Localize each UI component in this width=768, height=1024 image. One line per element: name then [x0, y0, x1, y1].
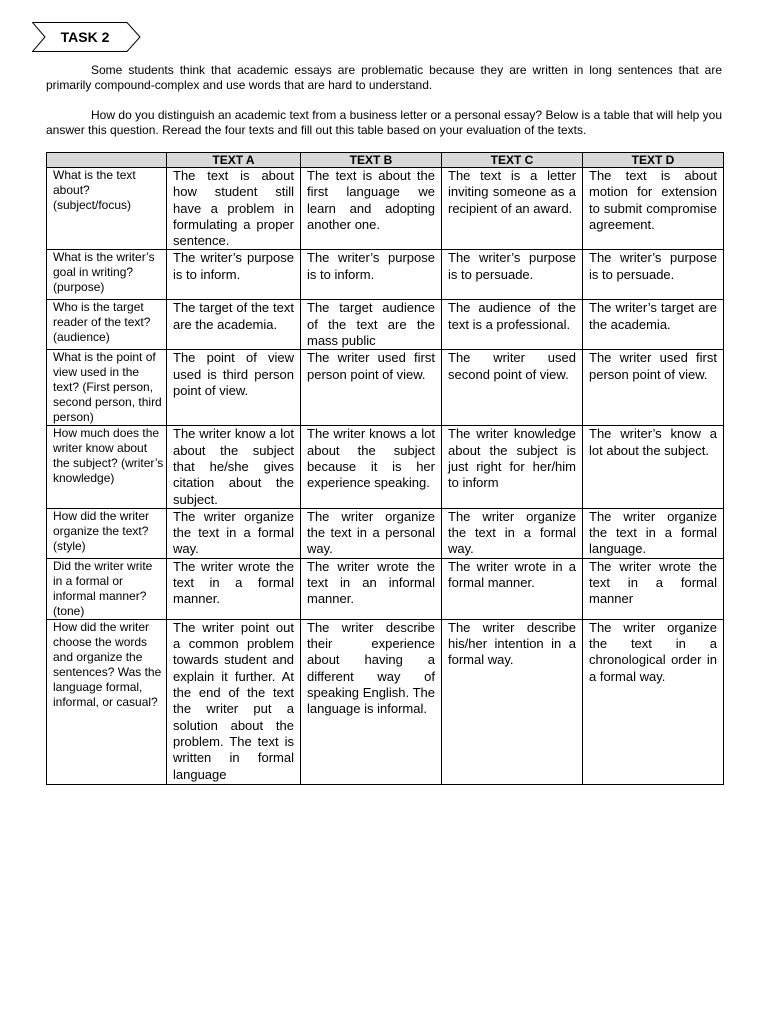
answer-cell: The writer organize the text in a chronological order in a formal way.: [583, 619, 724, 784]
answer-cell: The writer knowledge about the subject is just right for her/him to inform: [442, 426, 583, 508]
answer-cell: The writer’s purpose is to persuade.: [442, 250, 583, 300]
table-row: [47, 350, 724, 426]
row-question: How did the writer choose the words and organize the sentences? Was the language formal, informal, or casual?: [47, 619, 167, 784]
table-row: [47, 250, 724, 300]
answer-cell: The writer used first person point of view.: [583, 350, 724, 426]
answer-cell: The target of the text are the academia.: [167, 300, 301, 350]
row-question: What is the point of view used in the text? (First person, second person, third person): [47, 350, 167, 426]
header-text-b: TEXT B: [301, 153, 442, 168]
answer-cell: The writer wrote the text in a formal manner: [583, 558, 724, 619]
answer-cell: The writer’s purpose is to persuade.: [583, 250, 724, 300]
answer-cell: The writer describe his/her intention in a formal way.: [442, 619, 583, 784]
answer-cell: The writer organize the text in a formal language.: [583, 508, 724, 558]
table-header-row: [47, 153, 724, 168]
header-text-a: TEXT A: [167, 153, 301, 168]
row-question: How did the writer organize the text? (style): [47, 508, 167, 558]
answer-cell: The writer know a lot about the subject that he/she gives citation about the subject.: [167, 426, 301, 508]
row-question: How much does the writer know about the subject? (writer’s knowledge): [47, 426, 167, 508]
answer-cell: The writer organize the text in a formal way.: [167, 508, 301, 558]
answer-cell: The writer used first person point of view.: [301, 350, 442, 426]
answer-cell: The text is about motion for extension to submit compromise agreement.: [583, 168, 724, 250]
answer-cell: The writer wrote the text in a formal manner.: [167, 558, 301, 619]
answer-cell: The text is a letter inviting someone as a recipient of an award.: [442, 168, 583, 250]
answer-cell: The writer organize the text in a formal way.: [442, 508, 583, 558]
table-row: [47, 558, 724, 619]
instruction-paragraph: How do you distinguish an academic text from a business letter or a personal essay? Below is a table that will help you answer this question. Reread the four texts and fill out this table based on your evaluation of the texts.: [46, 108, 722, 137]
task-label: TASK 2: [60, 29, 110, 45]
task-badge: [32, 22, 142, 52]
answer-cell: The writer describe their experience about having a different way of speaking English. The language is informal.: [301, 619, 442, 784]
answer-cell: The text is about how student still have a problem in formulating a proper sentence.: [167, 168, 301, 250]
row-question: Who is the target reader of the text? (audience): [47, 300, 167, 350]
header-text-d: TEXT D: [583, 153, 724, 168]
table-row: [47, 426, 724, 508]
table-row: [47, 168, 724, 250]
row-question: Did the writer write in a formal or informal manner? (tone): [47, 558, 167, 619]
header-text-c: TEXT C: [442, 153, 583, 168]
row-question: What is the text about? (subject/focus): [47, 168, 167, 250]
answer-cell: The writer used second point of view.: [442, 350, 583, 426]
answer-cell: The writer’s know a lot about the subject.: [583, 426, 724, 508]
answer-cell: The writer wrote in a formal manner.: [442, 558, 583, 619]
answer-cell: The writer’s purpose is to inform.: [167, 250, 301, 300]
answer-cell: The writer’s target are the academia.: [583, 300, 724, 350]
answer-cell: The writer point out a common problem towards student and explain it further. At the end of the text the writer put a solution about the problem. The text is written in formal language: [167, 619, 301, 784]
answer-cell: The audience of the text is a professional.: [442, 300, 583, 350]
answer-cell: The point of view used is third person point of view.: [167, 350, 301, 426]
answer-cell: The text is about the first language we learn and adopting another one.: [301, 168, 442, 250]
evaluation-table: [46, 152, 724, 785]
table-row: [47, 300, 724, 350]
header-corner: [47, 153, 167, 168]
answer-cell: The writer wrote the text in an informal manner.: [301, 558, 442, 619]
answer-cell: The writer knows a lot about the subject because it is her experience speaking.: [301, 426, 442, 508]
answer-cell: The writer’s purpose is to inform.: [301, 250, 442, 300]
row-question: What is the writer’s goal in writing? (purpose): [47, 250, 167, 300]
answer-cell: The target audience of the text are the mass public: [301, 300, 442, 350]
table-row: [47, 619, 724, 784]
answer-cell: The writer organize the text in a personal way.: [301, 508, 442, 558]
intro-paragraph: Some students think that academic essays are problematic because they are written in long sentences that are primarily compound-complex and use words that are hard to understand.: [46, 63, 722, 92]
table-row: [47, 508, 724, 558]
